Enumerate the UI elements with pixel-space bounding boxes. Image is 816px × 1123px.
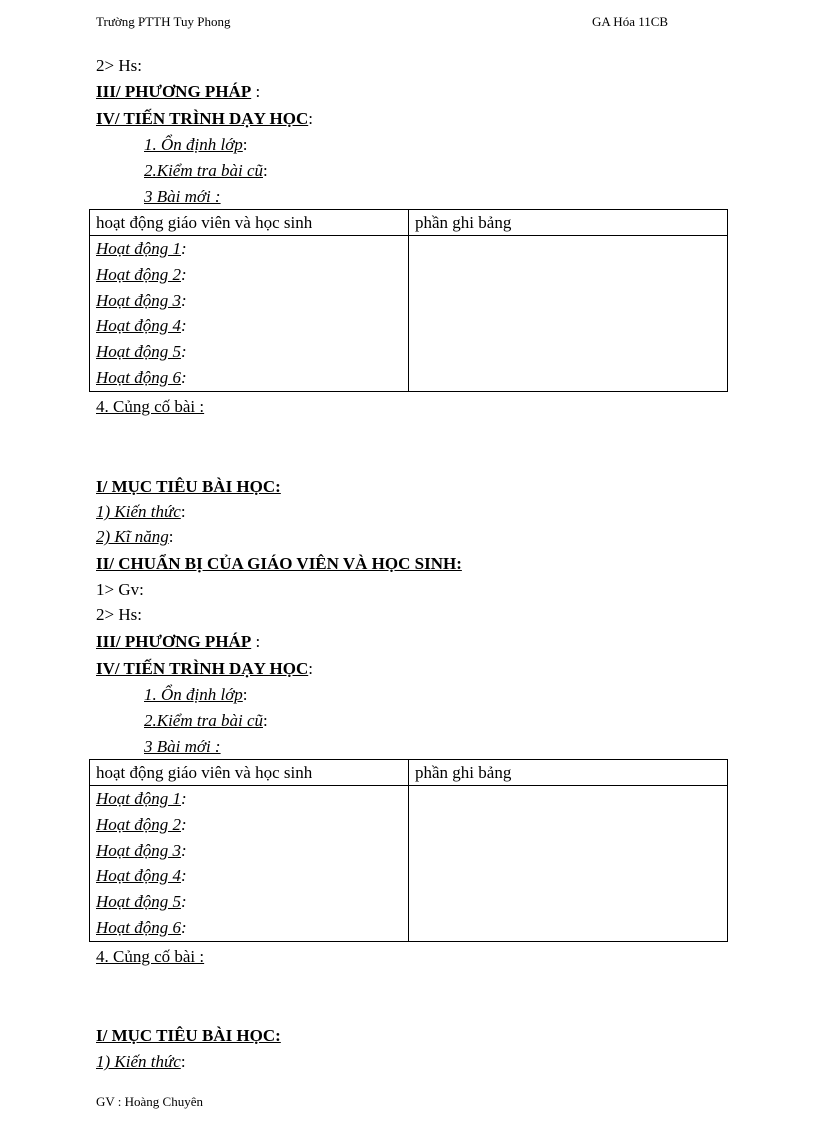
consolidate-label: 4. Củng cố bài :	[96, 397, 205, 416]
step-new-lesson	[144, 736, 221, 758]
activity-item: Hoạt động 6:	[96, 367, 187, 387]
activities-cell	[90, 786, 409, 942]
step-stabilize: 1. Ổn định lớp:	[144, 685, 248, 704]
hs-line: 2> Hs:	[96, 56, 142, 75]
footer-teacher: GV : Hoàng Chuyên	[96, 1094, 204, 1109]
objectives-label: I/ MỤC TIÊU BÀI HỌC:	[96, 1026, 281, 1045]
objectives-heading	[96, 1025, 281, 1047]
header-subject: GA Hóa 11CB	[592, 14, 669, 29]
activity-item: Hoạt động 2:	[96, 814, 187, 834]
consolidate-label: 4. Củng cố bài :	[96, 947, 205, 966]
objectives-heading	[96, 476, 281, 498]
step-stabilize: 1. Ổn định lớp:	[144, 135, 248, 154]
process-heading: IV/ TIẾN TRÌNH DẠY HỌC:	[96, 109, 313, 128]
table-header-row	[90, 760, 728, 786]
prep-label: II/ CHUẨN BỊ CỦA GIÁO VIÊN VÀ HỌC SINH:	[96, 554, 462, 573]
activity-item: Hoạt động 4:	[96, 316, 187, 336]
lesson-table	[89, 759, 728, 942]
lesson-table	[89, 209, 728, 392]
method-heading: III/ PHƯƠNG PHÁP :	[96, 632, 261, 651]
knowledge-label: 1) Kiến thức	[96, 1052, 181, 1071]
step-review: 2.Kiểm tra bài cũ:	[144, 161, 268, 180]
activity-item: Hoạt động 1:	[96, 789, 187, 808]
table-row	[90, 786, 728, 942]
activity-item: Hoạt động 3:	[96, 840, 187, 860]
knowledge-line: 1) Kiến thức:	[96, 502, 186, 521]
step-review-label: 2.Kiểm tra bài cũ	[144, 161, 263, 180]
step-review-label: 2.Kiểm tra bài cũ	[144, 711, 263, 730]
hs-line: 2> Hs:	[96, 605, 142, 624]
column-header-board: phần ghi bảng	[409, 210, 728, 236]
knowledge-line: 1) Kiến thức:	[96, 1052, 186, 1071]
header-school: Trường PTTH Tuy Phong	[96, 14, 231, 29]
objectives-label: I/ MỤC TIÊU BÀI HỌC:	[96, 477, 281, 496]
gv-line: 1> Gv:	[96, 580, 144, 599]
activity-item: Hoạt động 5:	[96, 342, 187, 362]
activity-item: Hoạt động 4:	[96, 866, 187, 886]
board-cell	[409, 236, 728, 392]
activity-item: Hoạt động 6:	[96, 917, 187, 937]
activity-item: Hoạt động 3:	[96, 290, 187, 310]
consolidate-line	[96, 396, 204, 418]
prep-heading	[96, 553, 462, 575]
column-header-board: phần ghi bảng	[409, 760, 728, 786]
table-row	[90, 236, 728, 392]
activity-item: Hoạt động 5:	[96, 892, 187, 912]
step-stabilize-label: 1. Ổn định lớp	[144, 685, 243, 704]
method-label: III/ PHƯƠNG PHÁP	[96, 82, 252, 101]
step-stabilize-label: 1. Ổn định lớp	[144, 135, 243, 154]
step-new-lesson-label: 3 Bài mới :	[144, 737, 221, 756]
column-header-activities: hoạt động giáo viên và học sinh	[90, 210, 409, 236]
consolidate-line	[96, 946, 204, 968]
process-label: IV/ TIẾN TRÌNH DẠY HỌC	[96, 659, 309, 678]
activity-item: Hoạt động 2:	[96, 264, 187, 284]
activities-cell	[90, 236, 409, 392]
process-label: IV/ TIẾN TRÌNH DẠY HỌC	[96, 109, 309, 128]
step-review: 2.Kiểm tra bài cũ:	[144, 711, 268, 730]
skills-label: 2) Kĩ năng	[96, 527, 169, 546]
method-heading: III/ PHƯƠNG PHÁP :	[96, 82, 261, 101]
table-header-row	[90, 210, 728, 236]
step-new-lesson	[144, 186, 221, 208]
knowledge-label: 1) Kiến thức	[96, 502, 181, 521]
column-header-activities: hoạt động giáo viên và học sinh	[90, 760, 409, 786]
skills-line: 2) Kĩ năng:	[96, 527, 174, 546]
activity-item: Hoạt động 1:	[96, 239, 187, 258]
board-cell	[409, 786, 728, 942]
method-label: III/ PHƯƠNG PHÁP	[96, 632, 252, 651]
process-heading: IV/ TIẾN TRÌNH DẠY HỌC:	[96, 659, 313, 678]
step-new-lesson-label: 3 Bài mới :	[144, 187, 221, 206]
